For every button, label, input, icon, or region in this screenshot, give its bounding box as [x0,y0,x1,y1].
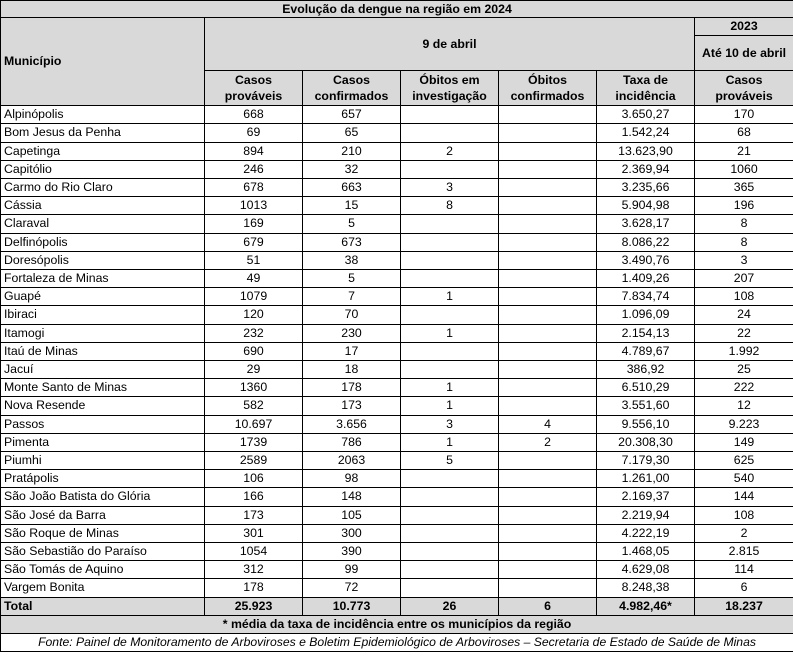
table-row [1,415,793,433]
taxa-incidencia: 3.490,76 [597,251,695,269]
table-body [1,106,793,597]
municipio-name: Delfinópolis [1,233,205,251]
municipio-name: Jacuí [1,361,205,379]
casos-confirmados: 210 [303,142,401,160]
total-obitos-confirmados: 6 [499,597,597,615]
municipio-name: Piumhi [1,452,205,470]
table-row [1,251,793,269]
obitos-confirmados [499,106,597,124]
municipio-header: Município [1,18,205,106]
period-2024-header: 9 de abril [205,18,695,71]
obitos-confirmados [499,361,597,379]
taxa-incidencia: 3.628,17 [597,215,695,233]
casos-confirmados: 2063 [303,452,401,470]
period-2023-header: Até 10 de abril [695,36,793,71]
obitos-confirmados [499,379,597,397]
obitos-confirmados [499,233,597,251]
casos-confirmados: 7 [303,288,401,306]
casos-provaveis: 1079 [205,288,303,306]
casos-provaveis: 232 [205,324,303,342]
obitos-confirmados [499,324,597,342]
casos-provaveis: 1739 [205,433,303,451]
casos-provaveis: 894 [205,142,303,160]
obitos-investigacao [401,470,499,488]
taxa-incidencia: 7.834,74 [597,288,695,306]
obitos-confirmados [499,142,597,160]
year-2023-header: 2023 [695,18,793,36]
obitos-investigacao: 1 [401,324,499,342]
total-casos-confirmados: 10.773 [303,597,401,615]
obitos-confirmados [499,251,597,269]
obitos-confirmados [499,270,597,288]
obitos-confirmados [499,506,597,524]
taxa-incidencia: 1.542,24 [597,124,695,142]
municipio-name: Guapé [1,288,205,306]
taxa-incidencia: 8.086,22 [597,233,695,251]
casos-2023: 3 [695,251,793,269]
table-row [1,488,793,506]
obitos-investigacao [401,506,499,524]
table-row [1,288,793,306]
obitos-confirmados [499,452,597,470]
taxa-incidencia: 4.222,19 [597,524,695,542]
casos-confirmados: 32 [303,160,401,178]
casos-confirmados: 5 [303,215,401,233]
taxa-incidencia: 1.409,26 [597,270,695,288]
col-obitos-confirmados-header: Óbitos confirmados [499,71,597,106]
obitos-investigacao [401,579,499,597]
taxa-incidencia: 1.468,05 [597,543,695,561]
casos-provaveis: 301 [205,524,303,542]
table-row [1,506,793,524]
casos-confirmados: 38 [303,251,401,269]
casos-provaveis: 69 [205,124,303,142]
obitos-confirmados [499,397,597,415]
table-row [1,524,793,542]
table-row [1,543,793,561]
obitos-confirmados [499,288,597,306]
municipio-name: Claraval [1,215,205,233]
taxa-incidencia: 6.510,29 [597,379,695,397]
obitos-confirmados [499,543,597,561]
casos-provaveis: 10.697 [205,415,303,433]
table-row [1,197,793,215]
obitos-investigacao [401,306,499,324]
obitos-confirmados [499,561,597,579]
casos-confirmados: 786 [303,433,401,451]
municipio-name: Monte Santo de Minas [1,379,205,397]
obitos-confirmados [499,160,597,178]
municipio-name: Alpinópolis [1,106,205,124]
casos-provaveis: 246 [205,160,303,178]
table-row [1,579,793,597]
casos-confirmados: 18 [303,361,401,379]
obitos-investigacao [401,124,499,142]
municipio-name: São José da Barra [1,506,205,524]
taxa-incidencia: 9.556,10 [597,415,695,433]
casos-2023: 8 [695,233,793,251]
total-label: Total [1,597,205,615]
obitos-investigacao: 1 [401,433,499,451]
obitos-investigacao: 2 [401,142,499,160]
taxa-incidencia: 1.261,00 [597,470,695,488]
casos-2023: 12 [695,397,793,415]
taxa-incidencia: 13.623,90 [597,142,695,160]
casos-confirmados: 17 [303,342,401,360]
taxa-incidencia: 3.235,66 [597,179,695,197]
casos-2023: 25 [695,361,793,379]
casos-provaveis: 2589 [205,452,303,470]
casos-confirmados: 230 [303,324,401,342]
obitos-confirmados [499,579,597,597]
municipio-name: Capetinga [1,142,205,160]
casos-2023: 6 [695,579,793,597]
casos-confirmados: 390 [303,543,401,561]
obitos-confirmados [499,124,597,142]
casos-provaveis: 690 [205,342,303,360]
municipio-name: São Roque de Minas [1,524,205,542]
table-row [1,142,793,160]
table-row [1,160,793,178]
table-row [1,397,793,415]
municipio-name: Capitólio [1,160,205,178]
casos-confirmados: 673 [303,233,401,251]
municipio-name: São Tomás de Aquino [1,561,205,579]
casos-2023: 625 [695,452,793,470]
taxa-incidencia: 2.169,37 [597,488,695,506]
casos-provaveis: 49 [205,270,303,288]
obitos-investigacao [401,488,499,506]
municipio-name: Carmo do Rio Claro [1,179,205,197]
footnote: * média da taxa de incidência entre os municípios da região [1,615,793,633]
taxa-incidencia: 3.650,27 [597,106,695,124]
table-row [1,470,793,488]
municipio-name: Doresópolis [1,251,205,269]
casos-2023: 2 [695,524,793,542]
municipio-name: Pimenta [1,433,205,451]
table-row [1,361,793,379]
obitos-investigacao: 1 [401,288,499,306]
casos-provaveis: 1013 [205,197,303,215]
obitos-investigacao [401,342,499,360]
casos-2023: 540 [695,470,793,488]
casos-2023: 207 [695,270,793,288]
table-title: Evolução da dengue na região em 2024 [1,1,793,18]
casos-confirmados: 148 [303,488,401,506]
casos-2023: 22 [695,324,793,342]
taxa-incidencia: 2.369,94 [597,160,695,178]
obitos-investigacao [401,543,499,561]
taxa-incidencia: 8.248,38 [597,579,695,597]
casos-2023: 1060 [695,160,793,178]
casos-provaveis: 678 [205,179,303,197]
municipio-name: Nova Resende [1,397,205,415]
casos-provaveis: 1360 [205,379,303,397]
casos-confirmados: 15 [303,197,401,215]
municipio-name: Itaú de Minas [1,342,205,360]
table-row [1,179,793,197]
municipio-name: Pratápolis [1,470,205,488]
taxa-incidencia: 4.789,67 [597,342,695,360]
casos-provaveis: 166 [205,488,303,506]
obitos-confirmados [499,197,597,215]
table-row [1,379,793,397]
casos-confirmados: 663 [303,179,401,197]
obitos-investigacao: 1 [401,379,499,397]
total-obitos-investigacao: 26 [401,597,499,615]
table-row [1,215,793,233]
casos-2023: 365 [695,179,793,197]
municipio-name: Vargem Bonita [1,579,205,597]
municipio-name: Ibiraci [1,306,205,324]
municipio-name: Cássia [1,197,205,215]
col-casos-confirmados-header: Casos confirmados [303,71,401,106]
total-taxa-incidencia: 4.982,46* [597,597,695,615]
total-casos-provaveis: 25.923 [205,597,303,615]
casos-provaveis: 178 [205,579,303,597]
taxa-incidencia: 3.551,60 [597,397,695,415]
obitos-investigacao: 8 [401,197,499,215]
total-row [1,597,793,615]
table-row [1,342,793,360]
casos-2023: 149 [695,433,793,451]
table-row [1,561,793,579]
casos-2023: 24 [695,306,793,324]
municipio-name: Fortaleza de Minas [1,270,205,288]
taxa-incidencia: 4.629,08 [597,561,695,579]
casos-confirmados: 657 [303,106,401,124]
municipio-name: Bom Jesus da Penha [1,124,205,142]
casos-2023: 114 [695,561,793,579]
casos-provaveis: 29 [205,361,303,379]
taxa-incidencia: 5.904,98 [597,197,695,215]
total-casos-2023: 18.237 [695,597,793,615]
casos-2023: 21 [695,142,793,160]
casos-confirmados: 70 [303,306,401,324]
obitos-confirmados [499,306,597,324]
casos-provaveis: 1054 [205,543,303,561]
casos-2023: 9.223 [695,415,793,433]
taxa-incidencia: 2.154,13 [597,324,695,342]
casos-confirmados: 105 [303,506,401,524]
obitos-confirmados [499,215,597,233]
casos-provaveis: 312 [205,561,303,579]
table-row [1,433,793,451]
obitos-investigacao [401,361,499,379]
col-casos-provaveis-2023-header: Casos prováveis [695,71,793,106]
taxa-incidencia: 7.179,30 [597,452,695,470]
col-casos-provaveis-header: Casos prováveis [205,71,303,106]
source-note: Fonte: Painel de Monitoramento de Arboviroses e Boletim Epidemiológico de Arboviroses – Secretaria de Estado de Saúde de Minas [1,634,793,652]
casos-provaveis: 169 [205,215,303,233]
municipio-name: São Sebastião do Paraíso [1,543,205,561]
casos-provaveis: 120 [205,306,303,324]
casos-confirmados: 65 [303,124,401,142]
obitos-investigacao: 3 [401,179,499,197]
casos-provaveis: 582 [205,397,303,415]
col-obitos-investigacao-header: Óbitos em investigação [401,71,499,106]
taxa-incidencia: 1.096,09 [597,306,695,324]
casos-2023: 68 [695,124,793,142]
taxa-incidencia: 20.308,30 [597,433,695,451]
table-row [1,124,793,142]
obitos-confirmados [499,179,597,197]
casos-2023: 144 [695,488,793,506]
table-row [1,106,793,124]
casos-2023: 170 [695,106,793,124]
casos-provaveis: 173 [205,506,303,524]
casos-provaveis: 668 [205,106,303,124]
casos-confirmados: 3.656 [303,415,401,433]
table-row [1,270,793,288]
casos-2023: 1.992 [695,342,793,360]
table-row [1,324,793,342]
obitos-investigacao [401,561,499,579]
obitos-investigacao [401,251,499,269]
obitos-investigacao [401,160,499,178]
obitos-confirmados [499,524,597,542]
obitos-investigacao: 1 [401,397,499,415]
casos-confirmados: 98 [303,470,401,488]
table-row [1,233,793,251]
obitos-investigacao [401,233,499,251]
casos-confirmados: 300 [303,524,401,542]
casos-2023: 8 [695,215,793,233]
obitos-investigacao [401,270,499,288]
casos-provaveis: 679 [205,233,303,251]
obitos-investigacao: 3 [401,415,499,433]
obitos-investigacao [401,524,499,542]
casos-2023: 108 [695,506,793,524]
casos-provaveis: 106 [205,470,303,488]
municipio-name: Itamogi [1,324,205,342]
obitos-confirmados [499,342,597,360]
taxa-incidencia: 386,92 [597,361,695,379]
casos-provaveis: 51 [205,251,303,269]
table-row [1,452,793,470]
obitos-confirmados [499,470,597,488]
col-taxa-incidencia-header: Taxa de incidência [597,71,695,106]
obitos-investigacao [401,106,499,124]
obitos-confirmados: 2 [499,433,597,451]
casos-confirmados: 72 [303,579,401,597]
obitos-confirmados [499,488,597,506]
casos-confirmados: 173 [303,397,401,415]
municipio-name: Passos [1,415,205,433]
casos-2023: 222 [695,379,793,397]
obitos-investigacao [401,215,499,233]
casos-confirmados: 178 [303,379,401,397]
table-row [1,306,793,324]
taxa-incidencia: 2.219,94 [597,506,695,524]
casos-confirmados: 99 [303,561,401,579]
casos-confirmados: 5 [303,270,401,288]
casos-2023: 2.815 [695,543,793,561]
casos-2023: 108 [695,288,793,306]
obitos-confirmados: 4 [499,415,597,433]
municipio-name: São João Batista do Glória [1,488,205,506]
obitos-investigacao: 5 [401,452,499,470]
casos-2023: 196 [695,197,793,215]
